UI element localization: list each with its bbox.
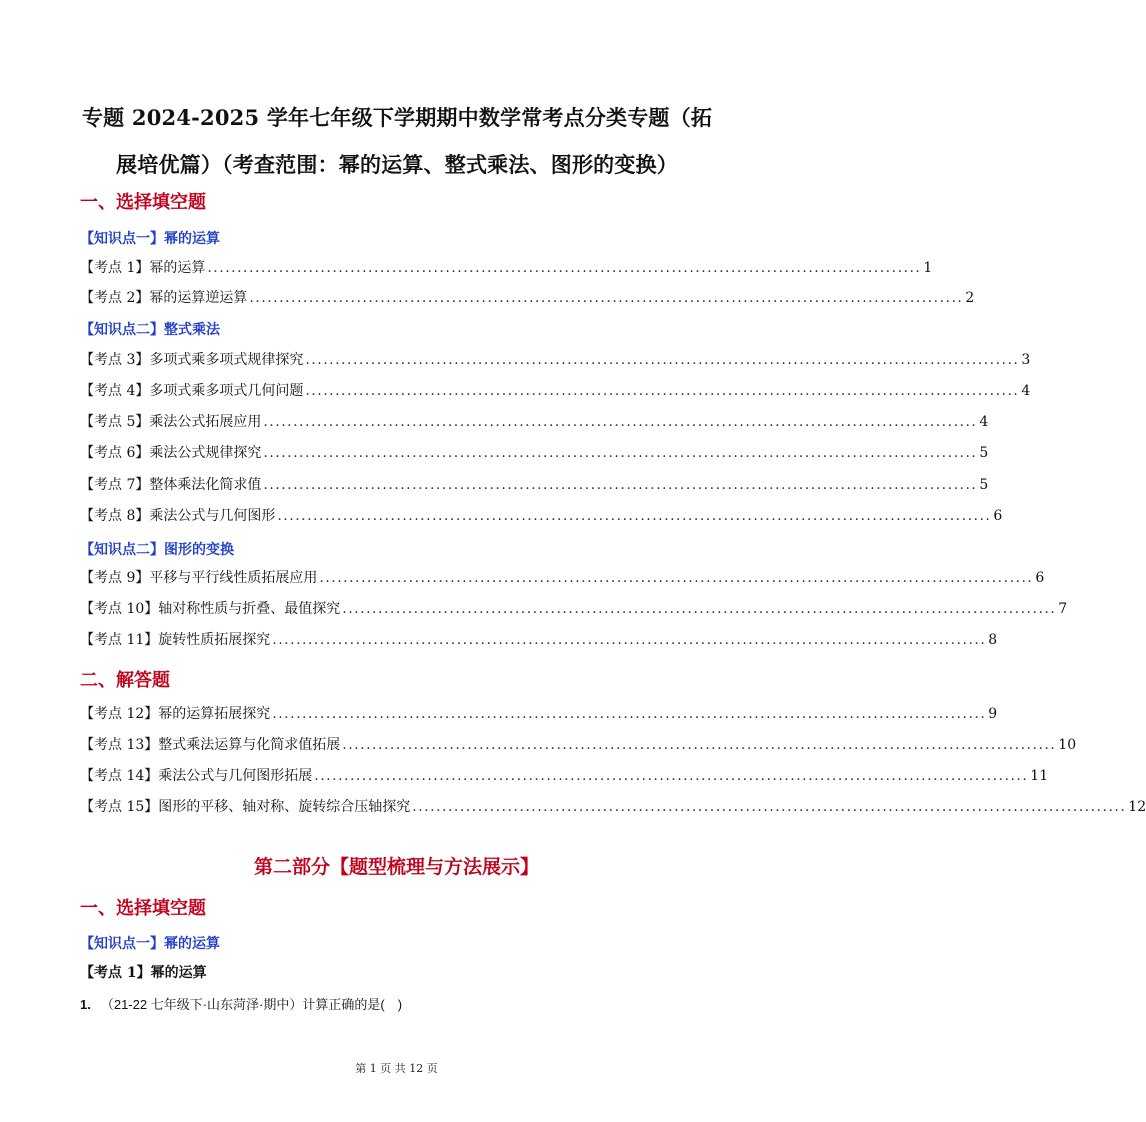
toc-page: 5 — [979, 445, 989, 461]
toc-label: 【考点 4】多项式乘多项式几何问题 — [80, 383, 304, 399]
document-title: 专题 2024-2025 学年七年级下学期期中数学常考点分类专题（拓展培优篇）（考查范围：幂的运算、整式乘法、图形的变换） — [81, 105, 713, 177]
section-heading-answer: 二、解答题 — [80, 670, 170, 691]
toc-entry[interactable] — [80, 567, 1045, 589]
part-two-knowledge-point: 【知识点一】幂的运算 — [80, 936, 220, 952]
toc-label: 【考点 10】轴对称性质与折叠、最值探究 — [80, 601, 341, 617]
part-two-heading: 第二部分【题型梳理与方法展示】 — [253, 856, 539, 878]
toc-entry[interactable] — [80, 257, 933, 279]
toc-label: 【考点 14】乘法公式与几何图形拓展 — [80, 768, 313, 784]
toc-page: 12 — [1128, 799, 1146, 815]
page-footer: 第 1 页 共 12 页 — [355, 1062, 438, 1075]
toc-page: 4 — [979, 414, 989, 430]
toc-entry[interactable] — [80, 629, 998, 651]
toc-entry[interactable] — [80, 474, 989, 496]
question-item — [80, 994, 402, 1013]
toc-label: 【考点 8】乘法公式与几何图形 — [80, 508, 276, 524]
toc-label: 【考点 7】整体乘法化简求值 — [80, 477, 262, 493]
question-text: （21-22 七年级下·山东菏泽·期中）计算正确的是( ) — [100, 997, 403, 1012]
part-two-section-heading: 一、选择填空题 — [80, 898, 206, 919]
section-heading-choice: 一、选择填空题 — [80, 192, 206, 213]
toc-label: 【考点 3】多项式乘多项式规律探究 — [80, 352, 304, 368]
toc-entry[interactable] — [80, 349, 1031, 371]
toc-entry[interactable] — [80, 765, 1049, 787]
toc-entry[interactable] — [80, 796, 1146, 818]
toc-leader: ........................................................................................................................ — [263, 445, 978, 461]
toc-label: 【考点 13】整式乘法运算与化简求值拓展 — [80, 737, 341, 753]
toc-page: 9 — [988, 706, 998, 722]
toc-leader: ........................................................................................................................ — [305, 352, 1020, 368]
toc-label: 【考点 15】图形的平移、轴对称、旋转综合压轴探究 — [80, 799, 411, 815]
toc-leader: ........................................................................................................................ — [272, 706, 987, 722]
toc-label: 【考点 11】旋转性质拓展探究 — [80, 632, 271, 648]
toc-leader: ........................................................................................................................ — [263, 414, 978, 430]
knowledge-point-2: 【知识点二】整式乘法 — [80, 322, 220, 338]
exam-point-heading: 【考点 1】幂的运算 — [80, 965, 207, 981]
toc-label: 【考点 1】幂的运算 — [80, 260, 206, 276]
toc-page: 8 — [988, 632, 998, 648]
toc-leader: ........................................................................................................................ — [342, 737, 1057, 753]
toc-entry[interactable] — [80, 703, 998, 725]
toc-page: 6 — [1035, 570, 1045, 586]
toc-page: 11 — [1030, 768, 1049, 784]
toc-entry[interactable] — [80, 287, 975, 309]
toc-page: 10 — [1058, 737, 1077, 753]
toc-label: 【考点 12】幂的运算拓展探究 — [80, 706, 271, 722]
knowledge-point-1: 【知识点一】幂的运算 — [80, 231, 220, 247]
toc-label: 【考点 6】乘法公式规律探究 — [80, 445, 262, 461]
toc-page: 7 — [1058, 601, 1068, 617]
toc-entry[interactable] — [80, 598, 1068, 620]
toc-leader: ........................................................................................................................ — [314, 768, 1029, 784]
toc-entry[interactable] — [80, 442, 989, 464]
toc-label: 【考点 9】平移与平行线性质拓展应用 — [80, 570, 318, 586]
toc-leader: ........................................................................................................................ — [272, 632, 987, 648]
toc-page: 5 — [979, 477, 989, 493]
toc-page: 3 — [1021, 352, 1031, 368]
toc-leader: ........................................................................................................................ — [249, 290, 964, 306]
toc-leader: ........................................................................................................................ — [207, 260, 922, 276]
toc-label: 【考点 2】幂的运算逆运算 — [80, 290, 248, 306]
toc-leader: ........................................................................................................................ — [412, 799, 1127, 815]
toc-label: 【考点 5】乘法公式拓展应用 — [80, 414, 262, 430]
toc-leader: ........................................................................................................................ — [305, 383, 1020, 399]
question-number: 1. — [80, 997, 91, 1012]
toc-leader: ........................................................................................................................ — [263, 477, 978, 493]
toc-entry[interactable] — [80, 380, 1031, 402]
toc-page: 2 — [965, 290, 975, 306]
toc-entry[interactable] — [80, 411, 989, 433]
toc-page: 1 — [923, 260, 933, 276]
knowledge-point-3: 【知识点二】图形的变换 — [80, 542, 234, 558]
toc-entry[interactable] — [80, 505, 1003, 527]
toc-page: 4 — [1021, 383, 1031, 399]
toc-leader: ........................................................................................................................ — [277, 508, 992, 524]
toc-leader: ........................................................................................................................ — [342, 601, 1057, 617]
toc-entry[interactable] — [80, 734, 1077, 756]
toc-leader: ........................................................................................................................ — [319, 570, 1034, 586]
toc-page: 6 — [993, 508, 1003, 524]
